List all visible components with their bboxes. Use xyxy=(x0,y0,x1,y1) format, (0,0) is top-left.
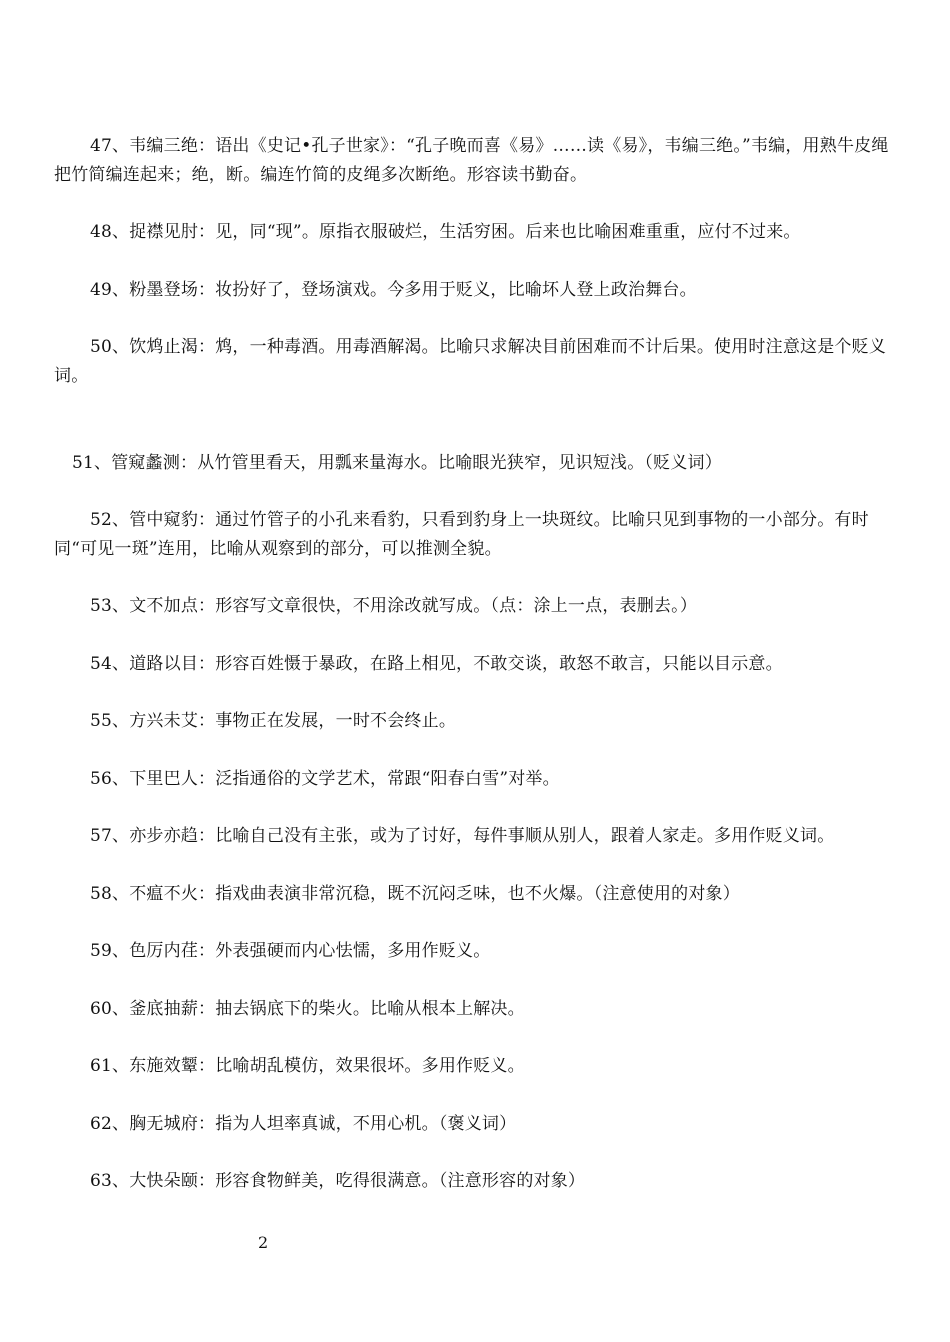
entry-51: 51、管窥蠡测：从竹管里看天，用瓢来量海水。比喻眼光狭窄，见识短浅。（贬义词） xyxy=(72,453,722,473)
entry-59: 59、色厉内荏：外表强硬而内心怯懦，多用作贬义。 xyxy=(90,941,491,961)
entry-57: 57、亦步亦趋：比喻自己没有主张，或为了讨好，每件事顺从别人，跟着人家走。多用作贬义词。 xyxy=(90,826,835,846)
entry-60: 60、釜底抽薪：抽去锅底下的柴火。比喻从根本上解决。 xyxy=(90,999,525,1019)
entry-50: 50、饮鸩止渴：鸩，一种毒酒。用毒酒解渴。比喻只求解决目前困难而不计后果。使用时注意这是个贬义词。 xyxy=(54,337,887,386)
entry-53: 53、文不加点：形容写文章很快，不用涂改就写成。（点：涂上一点，表删去。） xyxy=(90,596,698,616)
entry-56: 56、下里巴人：泛指通俗的文学艺术，常跟“阳春白雪”对举。 xyxy=(90,769,560,789)
entry-55: 55、方兴未艾：事物正在发展，一时不会终止。 xyxy=(90,711,457,731)
entry-54: 54、道路以目：形容百姓慑于暴政，在路上相见，不敢交谈，敢怒不敢言，只能以目示意。 xyxy=(90,654,783,674)
entry-47: 47、韦编三绝：语出《史记•孔子世家》：“孔子晚而喜《易》……读《易》，韦编三绝。”韦编，用熟牛皮绳把竹简编连起来；绝，断。编连竹简的皮绳多次断绝。形容读书勤奋。 xyxy=(54,136,889,185)
entry-62: 62、胸无城府：指为人坦率真诚，不用心机。（褒义词） xyxy=(90,1114,517,1134)
entry-61: 61、东施效颦：比喻胡乱模仿，效果很坏。多用作贬义。 xyxy=(90,1056,525,1076)
entry-63: 63、大快朵颐：形容食物鲜美，吃得很满意。（注意形容的对象） xyxy=(90,1171,586,1191)
entry-52: 52、管中窥豹：通过竹管子的小孔来看豹，只看到豹身上一块斑纹。比喻只见到事物的一小部分。有时同“可见一斑”连用，比喻从观察到的部分，可以推测全貌。 xyxy=(54,510,869,559)
entry-58: 58、不瘟不火：指戏曲表演非常沉稳，既不沉闷乏味，也不火爆。（注意使用的对象） xyxy=(90,884,740,904)
entry-48: 48、捉襟见肘：见，同“现”。原指衣服破烂，生活穷困。后来也比喻困难重重，应付不过来。 xyxy=(90,222,801,242)
entry-49: 49、粉墨登场：妆扮好了，登场演戏。今多用于贬义，比喻坏人登上政治舞台。 xyxy=(90,280,697,300)
page-number: 2 xyxy=(258,1233,269,1252)
